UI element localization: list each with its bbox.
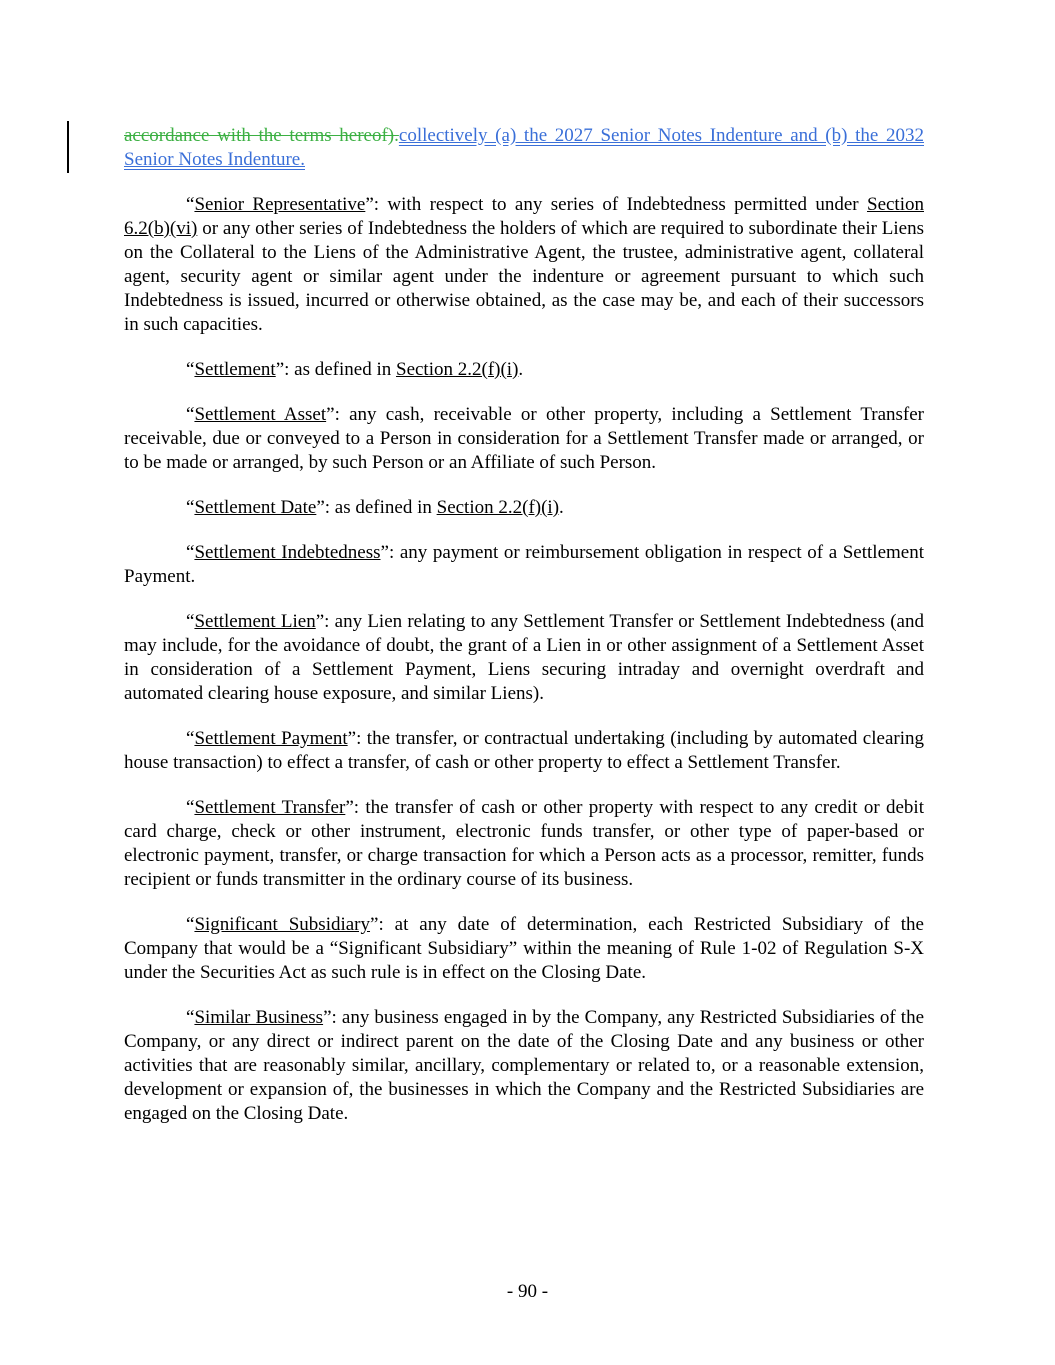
definition-text: . [518,359,524,380]
definition-paragraph: “Settlement”: as defined in Section 2.2(f)(i). [186,359,524,380]
definition-text: : as defined in [284,359,396,380]
definition-text: : with respect to any series of Indebtedness permitted under [373,194,867,215]
definition-text: : the transfer, or contractual undertaking (including by automated clearing house transaction) to effect a transfer, of cash or other property to effect a Settlement Transfer. [124,728,924,773]
definition-paragraph: “Settlement Date”: as defined in Section 2.2(f)(i). [186,497,564,518]
defined-term: Settlement Payment [194,728,348,749]
definition-text: : the transfer of cash or other property with respect to any credit or debit card charge, check or other instrument, electronic funds transfer, or other type of paper-based or electronic payment, transfer, or charge transaction for which a Person acts as a processor, remitter, funds recipient or funds transmitter in the ordinary course of its business. [124,797,924,890]
defined-term: Settlement Lien [194,611,316,632]
revision-change-bar [67,121,69,173]
definition-paragraph: “Settlement Indebtedness”: any payment or reimbursement obligation in respect of a Settlement Payment. [124,542,924,587]
definition-paragraph: “Settlement Payment”: the transfer, or contractual undertaking (including by automated clearing house transaction) to effect a transfer, of cash or other property to effect a Settlement Transfer. [124,728,924,773]
defined-term: Significant Subsidiary [194,914,371,935]
inserted-text: collectively (a) the 2027 Senior Notes Indenture and (b) the 2032 Senior Notes Indenture. [124,125,924,170]
definition-paragraph: “Significant Subsidiary”: at any date of determination, each Restricted Subsidiary of the Company that would be a “Significant Subsidiary” within the meaning of Rule 1-02 of Regulation S-X under the Securities Act as such rule is in effect on the Closing Date. [124,914,924,983]
deleted-text: accordance with the terms hereof). [124,125,399,146]
definition-text: : any cash, receivable or other property, including a Settlement Transfer receivable, due or conveyed to a Person in consideration for a Settlement Transfer made or arranged, or to be made or arranged, by such Person or an Affiliate of such Person. [124,404,924,473]
definition-text: : any business engaged in by the Company, any Restricted Subsidiaries of the Company, or any direct or indirect parent on the date of the Closing Date and any business or other activities that are reasonably similar, ancillary, complementary or related to, or a reasonable extension, development or expansion of, the businesses in which the Company and the Restricted Subsidiaries are engaged on the Closing Date. [124,1007,924,1124]
section-reference: Section 2.2(f)(i) [396,359,519,380]
defined-term: Settlement Transfer [194,797,346,818]
defined-term: Senior Representative [194,194,366,215]
defined-term: Settlement Date [194,497,317,518]
defined-term: Settlement Asset [194,404,327,425]
document-page [124,124,924,1147]
top-fragment [124,124,924,172]
definition-text: . [559,497,564,518]
page-number: - 90 - [506,1281,549,1302]
definition-paragraph: “Senior Representative”: with respect to any series of Indebtedness permitted under Section 6.2(b)(vi) or any other series of Indebtedness the holders of which are required to subordinate their Liens on the Collateral to the Liens of the Administrative Agent, the trustee, administrative agent, collateral agent, security agent or similar agent under the indenture or agreement pursuant to which such Indebtedness is issued, incurred or otherwise obtained, as the case may be, and each of their successors in such capacities. [124,194,924,335]
section-reference: Section 6.2(b)(vi) [124,194,924,239]
definition-paragraph: “Settlement Asset”: any cash, receivable or other property, including a Settlement Transfer receivable, due or conveyed to a Person in consideration for a Settlement Transfer made or arranged, or to be made or arranged, by such Person or an Affiliate of such Person. [124,404,924,473]
definition-paragraph: “Settlement Lien”: any Lien relating to any Settlement Transfer or Settlement Indebtedness (and may include, for the avoidance of doubt, the grant of a Lien in or other assignment of a Settlement Asset in consideration of a Settlement Payment, Liens securing intraday and overnight overdraft and automated clearing house exposure, and similar Liens). [124,611,924,704]
definition-text: or any other series of Indebtedness the holders of which are required to subordinate their Liens on the Collateral to the Liens of the Administrative Agent, the trustee, administrative agent, collateral agent, security agent or similar agent under the indenture or agreement pursuant to which such Indebtedness is issued, incurred or otherwise obtained, as the case may be, and each of their successors in such capacities. [124,218,924,335]
definition-text: : at any date of determination, each Restricted Subsidiary of the Company that would be a “Significant Subsidiary” within the meaning of Rule 1-02 of Regulation S-X under the Securities Act as such rule is in effect on the Closing Date. [124,914,924,983]
definition-text: : any payment or reimbursement obligation in respect of a Settlement Payment. [124,542,924,587]
defined-term: Settlement Indebtedness [194,542,381,563]
definitions-list [124,193,924,1126]
defined-term: Similar Business [194,1007,324,1028]
section-reference: Section 2.2(f)(i) [436,497,560,518]
definition-paragraph: “Settlement Transfer”: the transfer of cash or other property with respect to any credit or debit card charge, check or other instrument, electronic funds transfer, or other type of paper-based or electronic payment, transfer, or charge transaction for which a Person acts as a processor, remitter, funds recipient or funds transmitter in the ordinary course of its business. [124,797,924,890]
definition-text: : any Lien relating to any Settlement Transfer or Settlement Indebtedness (and may include, for the avoidance of doubt, the grant of a Lien in or other assignment of a Settlement Asset in consideration of a Settlement Payment, Liens securing intraday and overnight overdraft and automated clearing house exposure, and similar Liens). [124,611,924,704]
definition-paragraph: “Similar Business”: any business engaged in by the Company, any Restricted Subsidiaries of the Company, or any direct or indirect parent on the date of the Closing Date and any business or other activities that are reasonably similar, ancillary, complementary or related to, or a reasonable extension, development or expansion of, the businesses in which the Company and the Restricted Subsidiaries are engaged on the Closing Date. [124,1007,924,1124]
definition-text: : as defined in [324,497,437,518]
defined-term: Settlement [194,359,276,380]
